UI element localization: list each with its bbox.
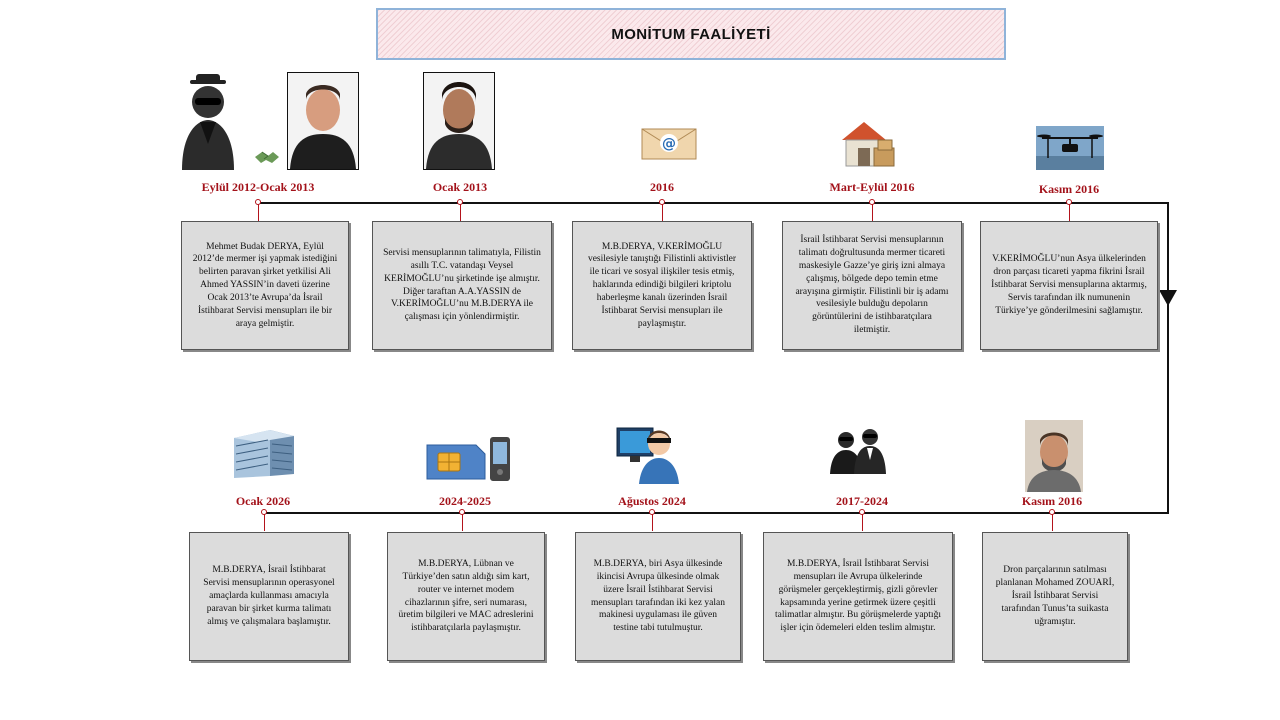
event-text: V.KERİMOĞLU’nun Asya ülkelerinden dron parçası ticareti yapma fikrini İsrail İstihbarat Servisi mensuplarına aktarmış, Servis tarafından ilk numunenin Türkiye’ye gönderilmesini sağlamıştır.	[991, 254, 1147, 316]
event-card	[572, 221, 752, 350]
person-photo	[1025, 420, 1083, 492]
event-stem	[652, 513, 653, 531]
timeline-top-line	[258, 202, 1169, 204]
timeline-marker	[255, 199, 261, 205]
person-photo	[423, 72, 495, 170]
event-text: M.B.DERYA, İsrail İstihbarat Servisi mensupları ile Avrupa ülkelerinde görüşmeler gerçekleştirmiş, gizli görevler kapsamında yerine getirmek üzere çeşitli talimatlar almıştır. Bu görüşmelerde yaptığı işler için ödemeleri elden teslim almıştır.	[775, 559, 941, 634]
event-stem	[872, 203, 873, 221]
event-date: Ağustos 2024	[618, 494, 686, 508]
polygraph-icon	[615, 424, 683, 484]
timeline-marker	[659, 199, 665, 205]
timeline-marker	[869, 199, 875, 205]
event-date: Eylül 2012-Ocak 2013	[201, 180, 315, 194]
event-date: 2016	[650, 180, 674, 194]
event-card	[982, 532, 1128, 661]
timeline-marker	[1066, 199, 1072, 205]
event-stem	[462, 513, 463, 531]
event-text: M.B.DERYA, V.KERİMOĞLU vesilesiyle tanıştığı Filistinli aktivistler ile ticari ve sosyal ilişkiler tesis etmiş, haklarında edindiği bilgileri kriptolu haberleşme kanalı üzerinden İsrail İstihbarat Servisi mensupları ile paylaşmıştır.	[587, 241, 737, 329]
building-icon	[230, 426, 298, 482]
event-stem	[460, 203, 461, 221]
event-card	[181, 221, 349, 350]
event-card	[782, 221, 962, 350]
warehouse-icon	[838, 118, 896, 170]
timeline-right-line	[1167, 202, 1169, 514]
event-date: Kasım 2016	[1038, 182, 1100, 196]
event-date: Kasım 2016	[1021, 494, 1083, 508]
event-card	[189, 532, 349, 661]
event-text: M.B.DERYA, biri Asya ülkesinde ikincisi Avrupa ülkesinde olmak üzere İsrail İstihbarat Servisi mensupları tarafından iki kez yalan makinesi uygulaması ile güven testine tabi tutulmuştur.	[590, 559, 725, 634]
email-icon	[641, 128, 697, 160]
sim-card-icon	[426, 444, 486, 480]
timeline-bottom-line	[262, 512, 1169, 514]
event-text: Dron parçalarının satılması planlanan Mohamed ZOUARİ, İsrail İstihbarat Servisi tarafından Tunus’ta suikasta uğramıştır.	[995, 565, 1115, 627]
spy-icon	[176, 74, 240, 170]
event-date: Ocak 2026	[235, 494, 291, 508]
event-stem	[264, 513, 265, 531]
handshake-icon	[254, 148, 280, 166]
page-title: MONİTUM FAALİYETİ	[611, 25, 771, 43]
timeline-marker	[1049, 509, 1055, 515]
event-date: 2024-2025	[439, 494, 491, 508]
event-text: İsrail İstihbarat Servisi mensuplarının talimatı doğrultusunda mermer ticareti maskesiyle Gazze’ye giriş izni almaya çalışmış, bölgede depo temin etme arayışına girmiştir. Filistinli bir iş adamı vesilesiyle bulduğu depoların görüntülerini de istihbaratçılara iletmiştir.	[795, 235, 949, 335]
event-stem	[1069, 203, 1070, 221]
title-box	[376, 8, 1006, 60]
event-stem	[258, 203, 259, 221]
event-stem	[662, 203, 663, 221]
timeline-marker	[457, 199, 463, 205]
event-date: 2017-2024	[836, 494, 888, 508]
event-text: M.B.DERYA, İsrail İstihbarat Servisi mensuplarının operasyonel amaçlarda kullanması amacıyla paravan bir şirket kurma talimatı almış ve çalışmalara başlamıştır.	[203, 565, 335, 627]
drone-icon	[1036, 126, 1104, 170]
event-stem	[1052, 513, 1053, 531]
person-photo	[287, 72, 359, 170]
event-card	[763, 532, 953, 661]
agents-icon	[826, 426, 890, 474]
event-date: Ocak 2013	[432, 180, 488, 194]
timeline-marker	[649, 509, 655, 515]
event-text: M.B.DERYA, Lübnan ve Türkiye’den satın aldığı sim kart, router ve internet modem cihazlarının şifre, seri numarası, üretim bilgileri ve MAC adreslerini istihbaratçılarla paylaşmıştır.	[398, 559, 534, 634]
event-card	[387, 532, 545, 661]
phone-icon	[489, 436, 511, 482]
event-text: Mehmet Budak DERYA, Eylül 2012’de mermer işi yapmak istediğini belirten paravan şirket yetkilisi Ali Ahmed YASSIN’in daveti üzerine Ocak 2013’te Avrupa’da İsrail İstihbarat Servisi mensupları ile bir araya gelmiştir.	[192, 241, 338, 329]
event-card	[980, 221, 1158, 350]
timeline-marker	[859, 509, 865, 515]
event-card	[575, 532, 741, 661]
event-card	[372, 221, 552, 350]
event-date: Mart-Eylül 2016	[829, 180, 915, 194]
svg-text:@: @	[662, 136, 676, 152]
timeline-marker	[459, 509, 465, 515]
event-text: Servisi mensuplarının talimatıyla, Filistin asıllı T.C. vatandaşı Veysel KERİMOĞLU’nu şirketinde işe almıştır. Diğer taraftan A.A.YASSIN de V.KERİMOĞLU’nu M.B.DERYA ile çalışması için yönlendirmiştir.	[383, 248, 541, 323]
event-stem	[862, 513, 863, 531]
timeline-marker	[261, 509, 267, 515]
timeline-arrow-icon	[1158, 288, 1178, 308]
